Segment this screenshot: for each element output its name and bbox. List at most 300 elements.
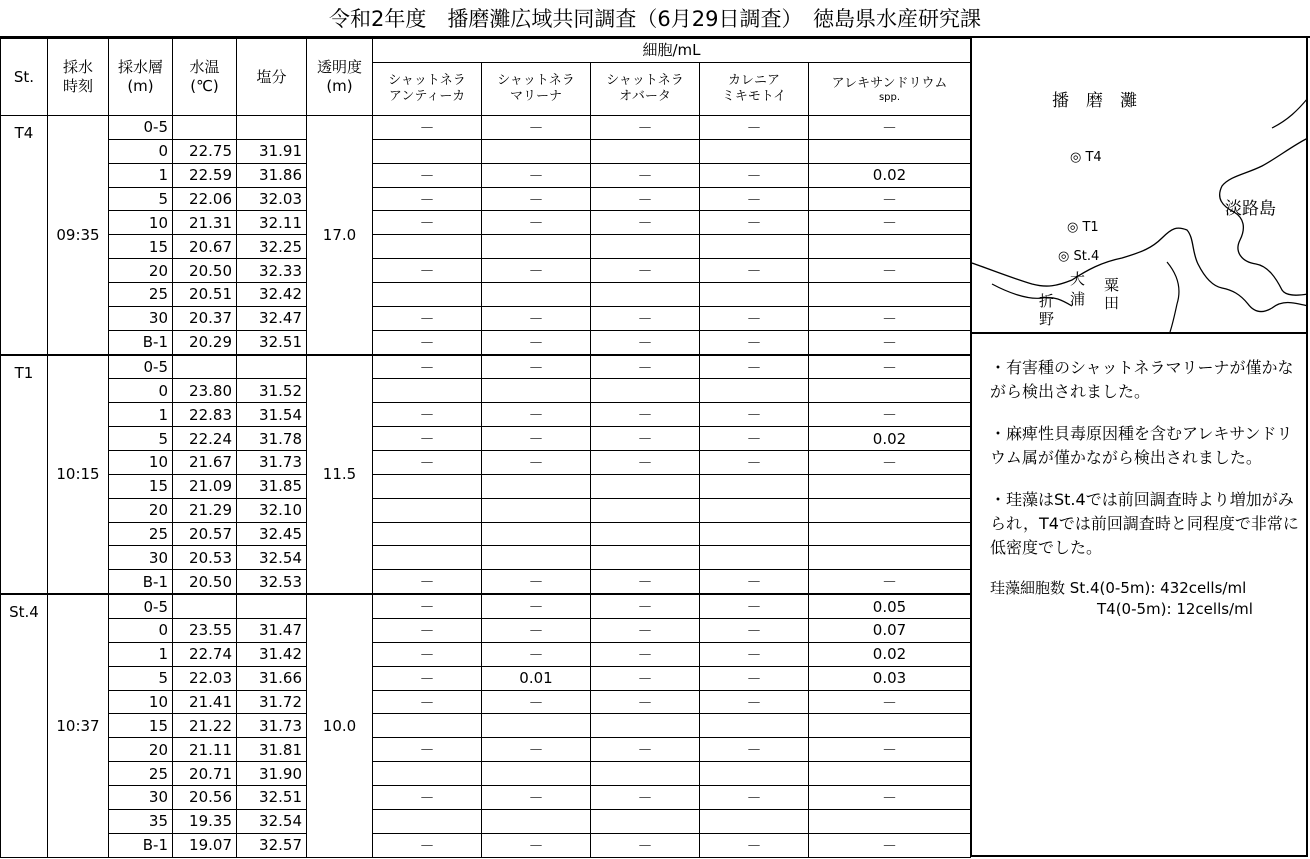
species-cell: －: [482, 594, 591, 618]
species-cell: [700, 235, 809, 259]
table-row: [1, 330, 971, 354]
species-cell: [373, 474, 482, 498]
species-cell: －: [591, 451, 700, 475]
species-cell: [482, 762, 591, 786]
species-cell: －: [700, 451, 809, 475]
salinity-cell: 31.73: [237, 714, 307, 738]
temp-cell: 20.37: [173, 306, 237, 330]
salinity-cell: 32.54: [237, 809, 307, 833]
species-cell: －: [809, 211, 971, 235]
species-cell: －: [373, 451, 482, 475]
species-cell: －: [373, 330, 482, 354]
header-depth-text: 採水層(m): [117, 58, 163, 95]
species-cell: －: [591, 116, 700, 140]
header-species-line1: シャットネラ: [388, 73, 466, 88]
sampling-time: 10:37: [48, 594, 109, 857]
species-cell: 0.02: [809, 427, 971, 451]
depth-cell: 15: [109, 235, 173, 259]
species-cell: －: [809, 355, 971, 379]
species-cell: －: [373, 666, 482, 690]
depth-cell: 1: [109, 403, 173, 427]
species-cell: [373, 283, 482, 307]
species-cell: －: [373, 116, 482, 140]
depth-cell: 15: [109, 714, 173, 738]
header-species-line2: spp.: [878, 91, 901, 103]
table-row: [1, 355, 971, 379]
species-cell: [482, 522, 591, 546]
species-cell: －: [700, 427, 809, 451]
species-cell: －: [700, 306, 809, 330]
species-cell: －: [591, 570, 700, 594]
salinity-cell: 32.10: [237, 498, 307, 522]
table-row: [1, 259, 971, 283]
depth-cell: 10: [109, 451, 173, 475]
salinity-cell: 32.45: [237, 522, 307, 546]
species-cell: [591, 522, 700, 546]
header-species-3: [700, 63, 809, 116]
header-species-4: [809, 63, 971, 116]
header-temp-text: 水温(℃): [189, 58, 220, 95]
species-cell: [809, 546, 971, 570]
species-cell: －: [591, 642, 700, 666]
salinity-cell: 31.81: [237, 738, 307, 762]
species-cell: －: [591, 211, 700, 235]
species-cell: －: [482, 451, 591, 475]
species-cell: [591, 235, 700, 259]
depth-cell: 20: [109, 259, 173, 283]
table-row: [1, 163, 971, 187]
depth-cell: 0-5: [109, 355, 173, 379]
temp-cell: 22.59: [173, 163, 237, 187]
species-cell: [700, 283, 809, 307]
depth-cell: 0: [109, 139, 173, 163]
temp-cell: 21.22: [173, 714, 237, 738]
salinity-cell: 32.51: [237, 786, 307, 810]
table-row: [1, 619, 971, 643]
species-cell: －: [482, 786, 591, 810]
temp-cell: 21.09: [173, 474, 237, 498]
species-cell: [482, 283, 591, 307]
species-cell: [373, 762, 482, 786]
depth-cell: 20: [109, 738, 173, 762]
place-label-o: 大: [1070, 270, 1086, 288]
depth-cell: 25: [109, 522, 173, 546]
table-row: [1, 570, 971, 594]
species-cell: [809, 474, 971, 498]
species-cell: [700, 379, 809, 403]
table-row: [1, 187, 971, 211]
species-cell: －: [373, 259, 482, 283]
species-cell: －: [373, 163, 482, 187]
species-cell: [809, 235, 971, 259]
salinity-cell: 31.78: [237, 427, 307, 451]
coastline-map: [972, 38, 1308, 332]
temp-cell: 19.35: [173, 809, 237, 833]
species-cell: －: [591, 666, 700, 690]
species-cell: [700, 522, 809, 546]
place-label-awa: 粟: [1104, 276, 1120, 294]
salinity-cell: 31.42: [237, 642, 307, 666]
salinity-cell: 31.91: [237, 139, 307, 163]
table-row: [1, 403, 971, 427]
species-cell: －: [591, 330, 700, 354]
salinity-cell: 31.52: [237, 379, 307, 403]
station-mark-t4: ◎ T4: [1070, 150, 1102, 165]
header-transparency-text: 透明度(m): [316, 58, 362, 95]
species-cell: －: [700, 594, 809, 618]
species-cell: －: [700, 330, 809, 354]
species-cell: －: [700, 642, 809, 666]
species-cell: [373, 522, 482, 546]
temp-cell: 20.71: [173, 762, 237, 786]
species-cell: －: [809, 738, 971, 762]
table-row: [1, 642, 971, 666]
species-cell: －: [373, 355, 482, 379]
species-cell: －: [700, 403, 809, 427]
salinity-cell: 31.47: [237, 619, 307, 643]
diatom-count-t4: T4(0-5m): 12cells/ml: [1097, 600, 1253, 618]
species-cell: [373, 714, 482, 738]
species-cell: [482, 379, 591, 403]
station-mark-st4: ◎ St.4: [1058, 249, 1100, 264]
species-cell: [373, 139, 482, 163]
table-row: [1, 427, 971, 451]
area-map: [972, 38, 1308, 334]
species-cell: [482, 498, 591, 522]
species-cell: －: [373, 642, 482, 666]
species-cell: －: [482, 570, 591, 594]
species-cell: [591, 139, 700, 163]
species-cell: [482, 546, 591, 570]
table-row: [1, 594, 971, 618]
temp-cell: 21.29: [173, 498, 237, 522]
temp-cell: [173, 116, 237, 140]
species-cell: －: [373, 187, 482, 211]
notes-panel: [990, 356, 1305, 620]
header-depth: [109, 39, 173, 116]
species-cell: －: [373, 211, 482, 235]
species-cell: [809, 809, 971, 833]
species-cell: [482, 139, 591, 163]
table-row: [1, 833, 971, 857]
sampling-time: 10:15: [48, 355, 109, 595]
header-species-line2: ミキモトイ: [721, 89, 787, 104]
species-cell: －: [373, 690, 482, 714]
species-cell: －: [591, 163, 700, 187]
table-row: [1, 666, 971, 690]
species-cell: [373, 235, 482, 259]
species-cell: [591, 474, 700, 498]
table-row: [1, 738, 971, 762]
depth-cell: 0-5: [109, 116, 173, 140]
species-cell: －: [700, 355, 809, 379]
salinity-cell: 32.47: [237, 306, 307, 330]
species-cell: －: [482, 690, 591, 714]
table-row: [1, 546, 971, 570]
side-panel: [970, 38, 1308, 857]
depth-cell: 20: [109, 498, 173, 522]
table-row: [1, 139, 971, 163]
temp-cell: 23.80: [173, 379, 237, 403]
species-cell: －: [809, 187, 971, 211]
salinity-cell: 32.51: [237, 330, 307, 354]
species-cell: [591, 546, 700, 570]
salinity-cell: 32.33: [237, 259, 307, 283]
species-cell: －: [373, 306, 482, 330]
depth-cell: 5: [109, 666, 173, 690]
species-cell: －: [700, 619, 809, 643]
species-cell: －: [373, 786, 482, 810]
island-label: 淡路島: [1225, 199, 1276, 219]
table-row: [1, 522, 971, 546]
species-cell: －: [373, 594, 482, 618]
table-row: [1, 235, 971, 259]
temp-cell: [173, 355, 237, 379]
species-cell: －: [809, 330, 971, 354]
diatom-counts: [990, 578, 1305, 620]
depth-cell: 0-5: [109, 594, 173, 618]
species-cell: －: [591, 833, 700, 857]
species-cell: －: [591, 427, 700, 451]
salinity-cell: 31.90: [237, 762, 307, 786]
salinity-cell: 31.86: [237, 163, 307, 187]
table-row: [1, 714, 971, 738]
coastline-main: [972, 228, 1308, 311]
temp-cell: 21.41: [173, 690, 237, 714]
species-cell: [700, 139, 809, 163]
transparency-cell: 17.0: [307, 116, 373, 355]
species-cell: －: [591, 187, 700, 211]
table-row: [1, 762, 971, 786]
depth-cell: 10: [109, 690, 173, 714]
species-cell: －: [591, 403, 700, 427]
temp-cell: 23.55: [173, 619, 237, 643]
table-row: [1, 116, 971, 140]
temp-cell: 22.24: [173, 427, 237, 451]
species-cell: －: [700, 833, 809, 857]
salinity-cell: 32.53: [237, 570, 307, 594]
salinity-cell: 32.03: [237, 187, 307, 211]
species-cell: [591, 379, 700, 403]
species-cell: [809, 139, 971, 163]
header-salinity: 塩分: [237, 39, 307, 116]
header-species-line1: シャットネラ: [606, 73, 684, 88]
page-title: 令和2年度 播磨灘広域共同調査（6月29日調査） 徳島県水産研究課: [0, 0, 1310, 38]
header-species-line2: アンティーカ: [388, 89, 466, 104]
table-row: [1, 379, 971, 403]
place-label-ta: 田: [1104, 294, 1120, 312]
salinity-cell: 32.57: [237, 833, 307, 857]
salinity-cell: 31.73: [237, 451, 307, 475]
species-cell: 0.02: [809, 163, 971, 187]
species-cell: －: [482, 642, 591, 666]
table-row: [1, 211, 971, 235]
table-row: [1, 809, 971, 833]
transparency-cell: 10.0: [307, 594, 373, 857]
depth-cell: 1: [109, 642, 173, 666]
species-cell: －: [591, 786, 700, 810]
species-cell: －: [591, 594, 700, 618]
species-cell: －: [482, 403, 591, 427]
temp-cell: 20.29: [173, 330, 237, 354]
species-cell: 0.07: [809, 619, 971, 643]
header-species-line1: カレニア: [727, 73, 780, 88]
transparency-cell: 11.5: [307, 355, 373, 595]
temp-cell: 20.50: [173, 570, 237, 594]
place-label-no: 野: [1039, 310, 1055, 328]
species-cell: －: [700, 786, 809, 810]
species-cell: [700, 762, 809, 786]
depth-cell: 0: [109, 379, 173, 403]
species-cell: [809, 762, 971, 786]
species-cell: [373, 546, 482, 570]
species-cell: －: [591, 259, 700, 283]
species-cell: －: [373, 427, 482, 451]
salinity-cell: [237, 116, 307, 140]
salinity-cell: 31.66: [237, 666, 307, 690]
species-cell: －: [482, 738, 591, 762]
note-2: ・麻痺性貝毒原因種を含むアレキサンドリウム属が僅かながら検出されました。: [990, 424, 1293, 467]
header-species-1: [482, 63, 591, 116]
species-cell: －: [700, 570, 809, 594]
species-cell: [809, 283, 971, 307]
species-cell: [700, 546, 809, 570]
header-temp: [173, 39, 237, 116]
species-cell: －: [809, 451, 971, 475]
temp-cell: 20.67: [173, 235, 237, 259]
depth-cell: 30: [109, 786, 173, 810]
species-cell: －: [482, 259, 591, 283]
temp-cell: 22.74: [173, 642, 237, 666]
diatom-count-label: 珪藻細胞数: [990, 579, 1066, 597]
species-cell: －: [700, 738, 809, 762]
species-cell: 0.05: [809, 594, 971, 618]
species-cell: －: [482, 833, 591, 857]
header-time: [48, 39, 109, 116]
species-cell: －: [700, 187, 809, 211]
species-cell: －: [809, 690, 971, 714]
species-cell: [482, 809, 591, 833]
species-cell: [482, 235, 591, 259]
species-cell: [373, 498, 482, 522]
temp-cell: 19.07: [173, 833, 237, 857]
salinity-cell: [237, 355, 307, 379]
species-cell: －: [373, 738, 482, 762]
temp-cell: 20.53: [173, 546, 237, 570]
station-name: T4: [1, 116, 48, 355]
place-label-ura: 浦: [1070, 290, 1086, 308]
species-cell: －: [809, 403, 971, 427]
species-cell: [809, 522, 971, 546]
sampling-time: 09:35: [48, 116, 109, 355]
header-species-line1: シャットネラ: [497, 73, 575, 88]
depth-cell: 35: [109, 809, 173, 833]
species-cell: [809, 498, 971, 522]
species-cell: [809, 714, 971, 738]
table-row: [1, 283, 971, 307]
species-cell: －: [700, 259, 809, 283]
species-cell: －: [482, 355, 591, 379]
depth-cell: 25: [109, 762, 173, 786]
species-cell: 0.02: [809, 642, 971, 666]
species-cell: －: [809, 259, 971, 283]
species-cell: －: [591, 306, 700, 330]
note-1: ・有害種のシャットネラマリーナが僅かながら検出されました。: [990, 358, 1294, 401]
species-cell: 0.01: [482, 666, 591, 690]
diatom-count-st4: St.4(0-5m): 432cells/ml: [1069, 579, 1247, 597]
temp-cell: 21.67: [173, 451, 237, 475]
table-row: [1, 786, 971, 810]
species-cell: [700, 498, 809, 522]
header-transparency: [307, 39, 373, 116]
station-mark-t1: ◎ T1: [1067, 220, 1099, 235]
species-cell: －: [373, 403, 482, 427]
species-cell: [809, 379, 971, 403]
species-cell: －: [700, 163, 809, 187]
species-cell: －: [700, 116, 809, 140]
species-cell: －: [700, 690, 809, 714]
station-name: T1: [1, 355, 48, 595]
temp-cell: 21.11: [173, 738, 237, 762]
header-species-line2: マリーナ: [509, 89, 562, 104]
temp-cell: 22.06: [173, 187, 237, 211]
survey-table: [0, 38, 971, 858]
header-time-text: 採水時刻: [62, 58, 93, 95]
table-row: [1, 451, 971, 475]
species-cell: －: [809, 116, 971, 140]
species-cell: [591, 498, 700, 522]
species-cell: －: [591, 619, 700, 643]
species-cell: －: [591, 690, 700, 714]
salinity-cell: 31.72: [237, 690, 307, 714]
species-cell: [591, 809, 700, 833]
depth-cell: 25: [109, 283, 173, 307]
temp-cell: 20.57: [173, 522, 237, 546]
salinity-cell: 31.85: [237, 474, 307, 498]
table-row: [1, 474, 971, 498]
header-station: St.: [1, 39, 48, 116]
table-row: [1, 306, 971, 330]
table-row: [1, 498, 971, 522]
temp-cell: 22.75: [173, 139, 237, 163]
species-cell: －: [482, 187, 591, 211]
temp-cell: 22.03: [173, 666, 237, 690]
species-cell: [700, 474, 809, 498]
header-species-line2: オバータ: [619, 89, 671, 104]
depth-cell: 5: [109, 187, 173, 211]
species-cell: [591, 762, 700, 786]
place-label-ori: 折: [1039, 292, 1055, 310]
salinity-cell: 31.54: [237, 403, 307, 427]
species-cell: [373, 809, 482, 833]
species-cell: －: [809, 833, 971, 857]
table-row: [1, 690, 971, 714]
species-cell: －: [482, 306, 591, 330]
temp-cell: 20.56: [173, 786, 237, 810]
species-cell: －: [482, 163, 591, 187]
species-cell: －: [591, 738, 700, 762]
species-cell: [591, 283, 700, 307]
species-cell: [482, 714, 591, 738]
species-cell: [482, 474, 591, 498]
depth-cell: 10: [109, 211, 173, 235]
species-cell: [700, 714, 809, 738]
species-cell: －: [700, 666, 809, 690]
temp-cell: 20.51: [173, 283, 237, 307]
depth-cell: B-1: [109, 833, 173, 857]
salinity-cell: [237, 594, 307, 618]
header-species-2: [591, 63, 700, 116]
